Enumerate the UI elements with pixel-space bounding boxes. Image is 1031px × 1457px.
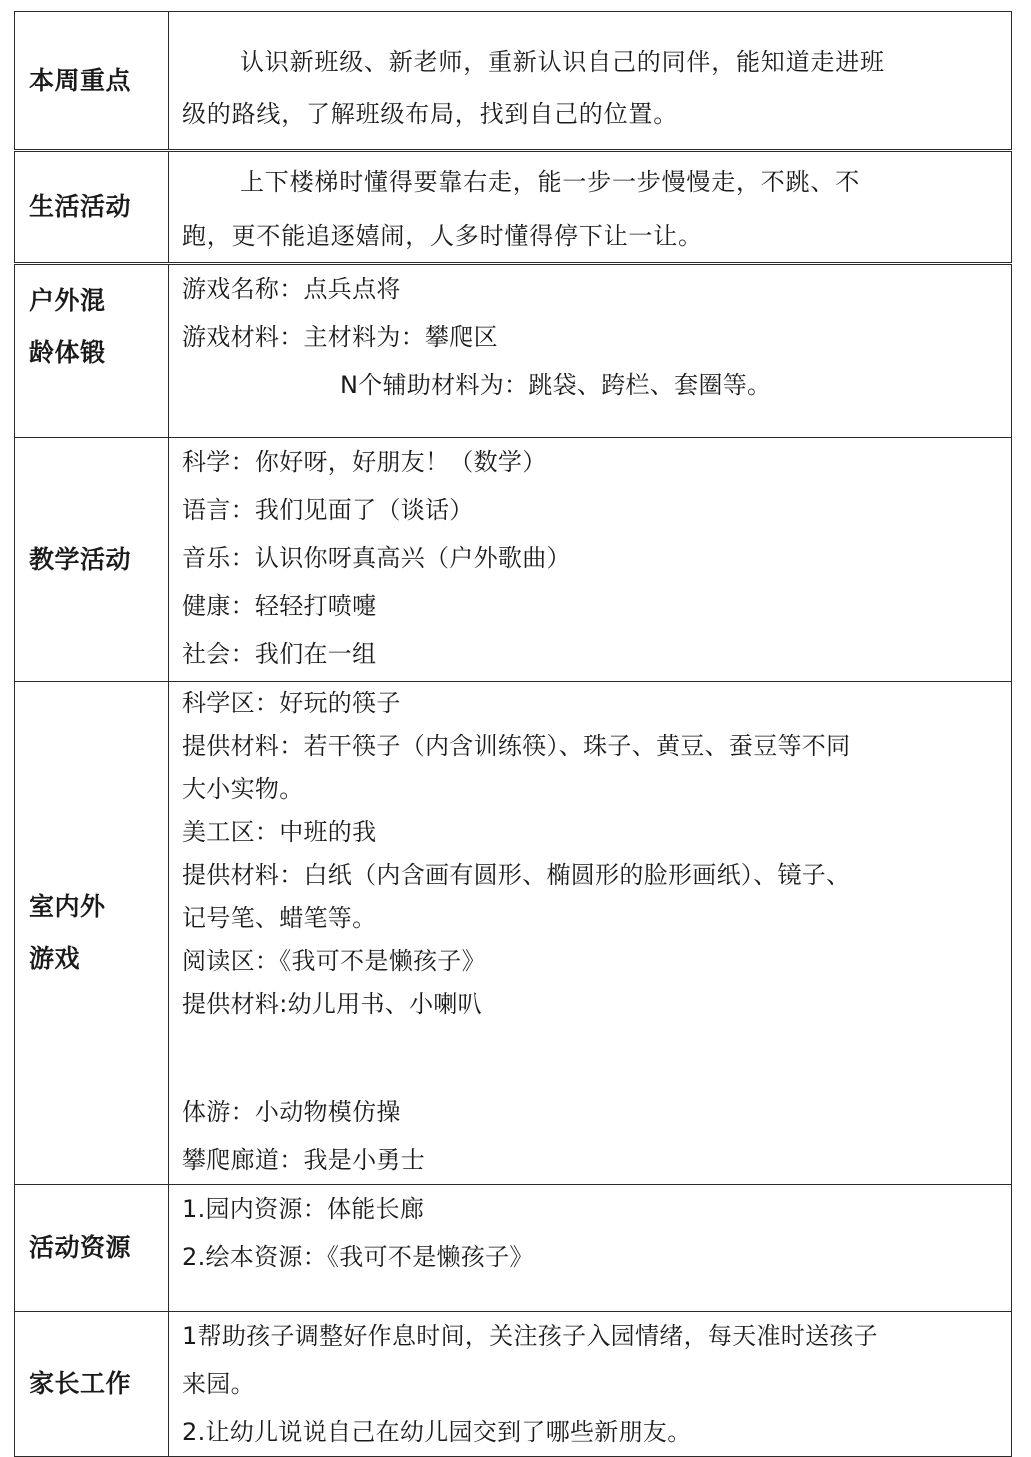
resources-item: 1.园内资源：体能长廊 bbox=[182, 1195, 425, 1223]
teaching-item: 健康：轻轻打喷嚏 bbox=[182, 592, 377, 620]
parents-item: 来园。 bbox=[182, 1370, 255, 1398]
content-cell-activity-resources bbox=[169, 1185, 1012, 1312]
row-activity-resources bbox=[15, 1185, 1012, 1312]
outdoor-main-material: 游戏材料：主材料为：攀爬区 bbox=[182, 323, 498, 351]
life-text-line-2: 跑，更不能追逐嬉闹，人多时懂得停下让一让。 bbox=[182, 222, 703, 250]
content-cell-outdoor-exercise bbox=[169, 264, 1012, 438]
header-cell-weekly-focus bbox=[15, 12, 169, 151]
parents-item: 1帮助孩子调整好作息时间，关注孩子入园情绪，每天准时送孩子 bbox=[182, 1322, 878, 1350]
content-cell-indoor-outdoor-games bbox=[169, 682, 1012, 1185]
games-item: 阅读区：《我可不是懒孩子》 bbox=[182, 947, 486, 975]
games-blank-gap bbox=[182, 1026, 1005, 1088]
games-item: 体游：小动物模仿操 bbox=[182, 1098, 401, 1126]
header-cell-teaching-activity bbox=[15, 438, 169, 682]
header-cell-life-activity bbox=[15, 151, 169, 264]
label-parent-work: 家长工作 bbox=[29, 1369, 132, 1398]
games-item: 大小实物。 bbox=[182, 775, 304, 803]
games-item: 攀爬廊道：我是小勇士 bbox=[182, 1146, 425, 1174]
row-teaching-activity bbox=[15, 438, 1012, 682]
focus-text-line-2: 级的路线，了解班级布局，找到自己的位置。 bbox=[182, 100, 678, 128]
content-cell-parent-work bbox=[169, 1312, 1012, 1457]
label-activity-resources: 活动资源 bbox=[29, 1233, 132, 1262]
label-games-line-2: 游戏 bbox=[29, 944, 81, 973]
games-item: 美工区：中班的我 bbox=[182, 818, 377, 846]
header-cell-parent-work bbox=[15, 1312, 169, 1457]
label-outdoor-line-2: 龄体锻 bbox=[29, 338, 106, 367]
label-teaching-activity: 教学活动 bbox=[29, 544, 132, 574]
label-outdoor-line-1: 户外混 bbox=[29, 286, 106, 315]
label-life-activity: 生活活动 bbox=[29, 192, 132, 221]
teaching-item: 语言：我们见面了（谈话） bbox=[182, 496, 474, 524]
weekly-plan-table bbox=[14, 11, 1012, 1457]
row-weekly-focus bbox=[15, 12, 1012, 151]
label-games-line-1: 室内外 bbox=[29, 892, 106, 921]
header-cell-outdoor-exercise bbox=[15, 264, 169, 438]
row-life-activity bbox=[15, 151, 1012, 264]
games-item: 提供材料：白纸（内含画有圆形、椭圆形的脸形画纸）、镜子、 bbox=[182, 861, 851, 889]
resources-item: 2.绘本资源：《我可不是懒孩子》 bbox=[182, 1243, 534, 1271]
content-cell-life-activity bbox=[169, 151, 1012, 264]
teaching-item: 音乐：认识你呀真高兴（户外歌曲） bbox=[182, 544, 571, 572]
header-cell-activity-resources bbox=[15, 1185, 169, 1312]
games-item: 提供材料：若干筷子（内含训练筷）、珠子、黄豆、蚕豆等不同 bbox=[182, 732, 851, 760]
games-item: 提供材料:幼儿用书、小喇叭 bbox=[182, 990, 482, 1018]
games-item: 科学区：好玩的筷子 bbox=[182, 689, 401, 717]
life-text-line-1: 上下楼梯时懂得要靠右走，能一步一步慢慢走，不跳、不 bbox=[240, 168, 860, 196]
focus-text-line-1: 认识新班级、新老师，重新认识自己的同伴，能知道走进班 bbox=[240, 48, 885, 76]
content-cell-weekly-focus bbox=[169, 12, 1012, 151]
row-parent-work bbox=[15, 1312, 1012, 1457]
games-item: 记号笔、蜡笔等。 bbox=[182, 904, 377, 932]
row-indoor-outdoor-games bbox=[15, 682, 1012, 1185]
row-outdoor-exercise bbox=[15, 264, 1012, 438]
outdoor-game-name: 游戏名称：点兵点将 bbox=[182, 275, 401, 303]
content-cell-teaching-activity bbox=[169, 438, 1012, 682]
label-weekly-focus: 本周重点 bbox=[29, 65, 132, 95]
outdoor-aux-material: N个辅助材料为：跳袋、跨栏、套圈等。 bbox=[340, 371, 772, 399]
teaching-item: 科学：你好呀，好朋友！（数学） bbox=[182, 448, 547, 476]
parents-item: 2.让幼儿说说自己在幼儿园交到了哪些新朋友。 bbox=[182, 1418, 692, 1446]
header-cell-indoor-outdoor-games bbox=[15, 682, 169, 1185]
teaching-item: 社会：我们在一组 bbox=[182, 640, 377, 668]
